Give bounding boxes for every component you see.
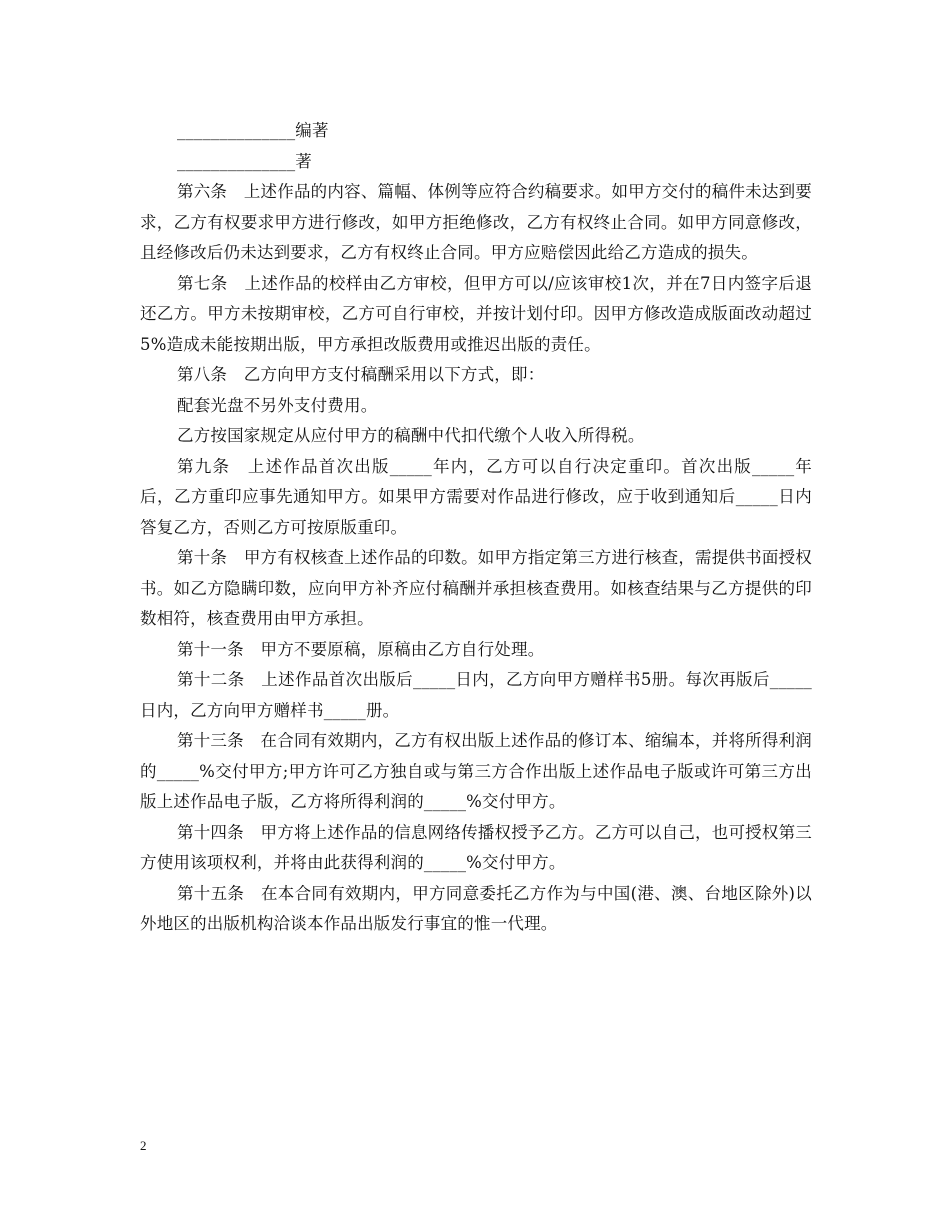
article-8-cd-note: 配套光盘不另外支付费用。 (177, 395, 378, 415)
article-15: 第十五条 在本合同有效期内，甲方同意委托乙方作为与中国(港、澳、台地区除外)以外地区的出版机构洽谈本作品出版发行事宜的惟一代理。 (140, 883, 812, 933)
article-12: 第十二条 上述作品首次出版后_____日内，乙方向甲方赠样书5册。每次再版后_____日内，乙方向甲方赠样书_____册。 (140, 670, 812, 720)
page-number: 2 (140, 1138, 147, 1153)
article-14: 第十四条 甲方将上述作品的信息网络传播权授予乙方。乙方可以自己，也可授权第三方使用该项权利，并将由此获得利润的_____%交付甲方。 (140, 822, 812, 872)
article-13: 第十三条 在合同有效期内，乙方有权出版上述作品的修订本、缩编本，并将所得利润的_____%交付甲方;甲方许可乙方独自或与第三方合作出版上述作品电子版或许可第三方出版上述作品电子版，乙方将所得利润的_____%交付甲方。 (140, 731, 812, 811)
article-8: 第八条 乙方向甲方支付稿酬采用以下方式，即： (177, 365, 545, 384)
article-10: 第十条 甲方有权核查上述作品的印数。如甲方指定第三方进行核查，需提供书面授权书。如乙方隐瞒印数，应向甲方补齐应付稿酬并承担核查费用。如核查结果与乙方提供的印数相符，核查费用由甲方承担。 (140, 548, 812, 628)
article-11: 第十一条 甲方不要原稿，原稿由乙方自行处理。 (177, 639, 545, 659)
document-body (140, 116, 812, 940)
article-8-tax-note: 乙方按国家规定从应付甲方的稿酬中代扣代缴个人收入所得税。 (177, 426, 645, 445)
article-9: 第九条 上述作品首次出版_____年内，乙方可以自行决定重印。首次出版_____年后，乙方重印应事先通知甲方。如果甲方需要对作品进行修改，应于收到通知后_____日内答复乙方，否则乙方可按原版重印。 (140, 456, 812, 537)
article-6: 第六条 上述作品的内容、篇幅、体例等应符合约稿要求。如甲方交付的稿件未达到要求，乙方有权要求甲方进行修改，如甲方拒绝修改，乙方有权终止合同。如甲方同意修改，且经修改后仍未达到要求，乙方有权终止合同。甲方应赔偿因此给乙方造成的损失。 (140, 182, 812, 262)
editor-line: ______________编著 (177, 121, 329, 140)
author-line: ______________著 (177, 151, 312, 171)
article-7: 第七条 上述作品的校样由乙方审校，但甲方可以/应该审校1次，并在7日内签字后退还乙方。甲方未按期审校，乙方可自行审校，并按计划付印。因甲方修改造成版面改动超过5%造成未能按期出版，甲方承担改版费用或推迟出版的责任。 (140, 273, 812, 354)
